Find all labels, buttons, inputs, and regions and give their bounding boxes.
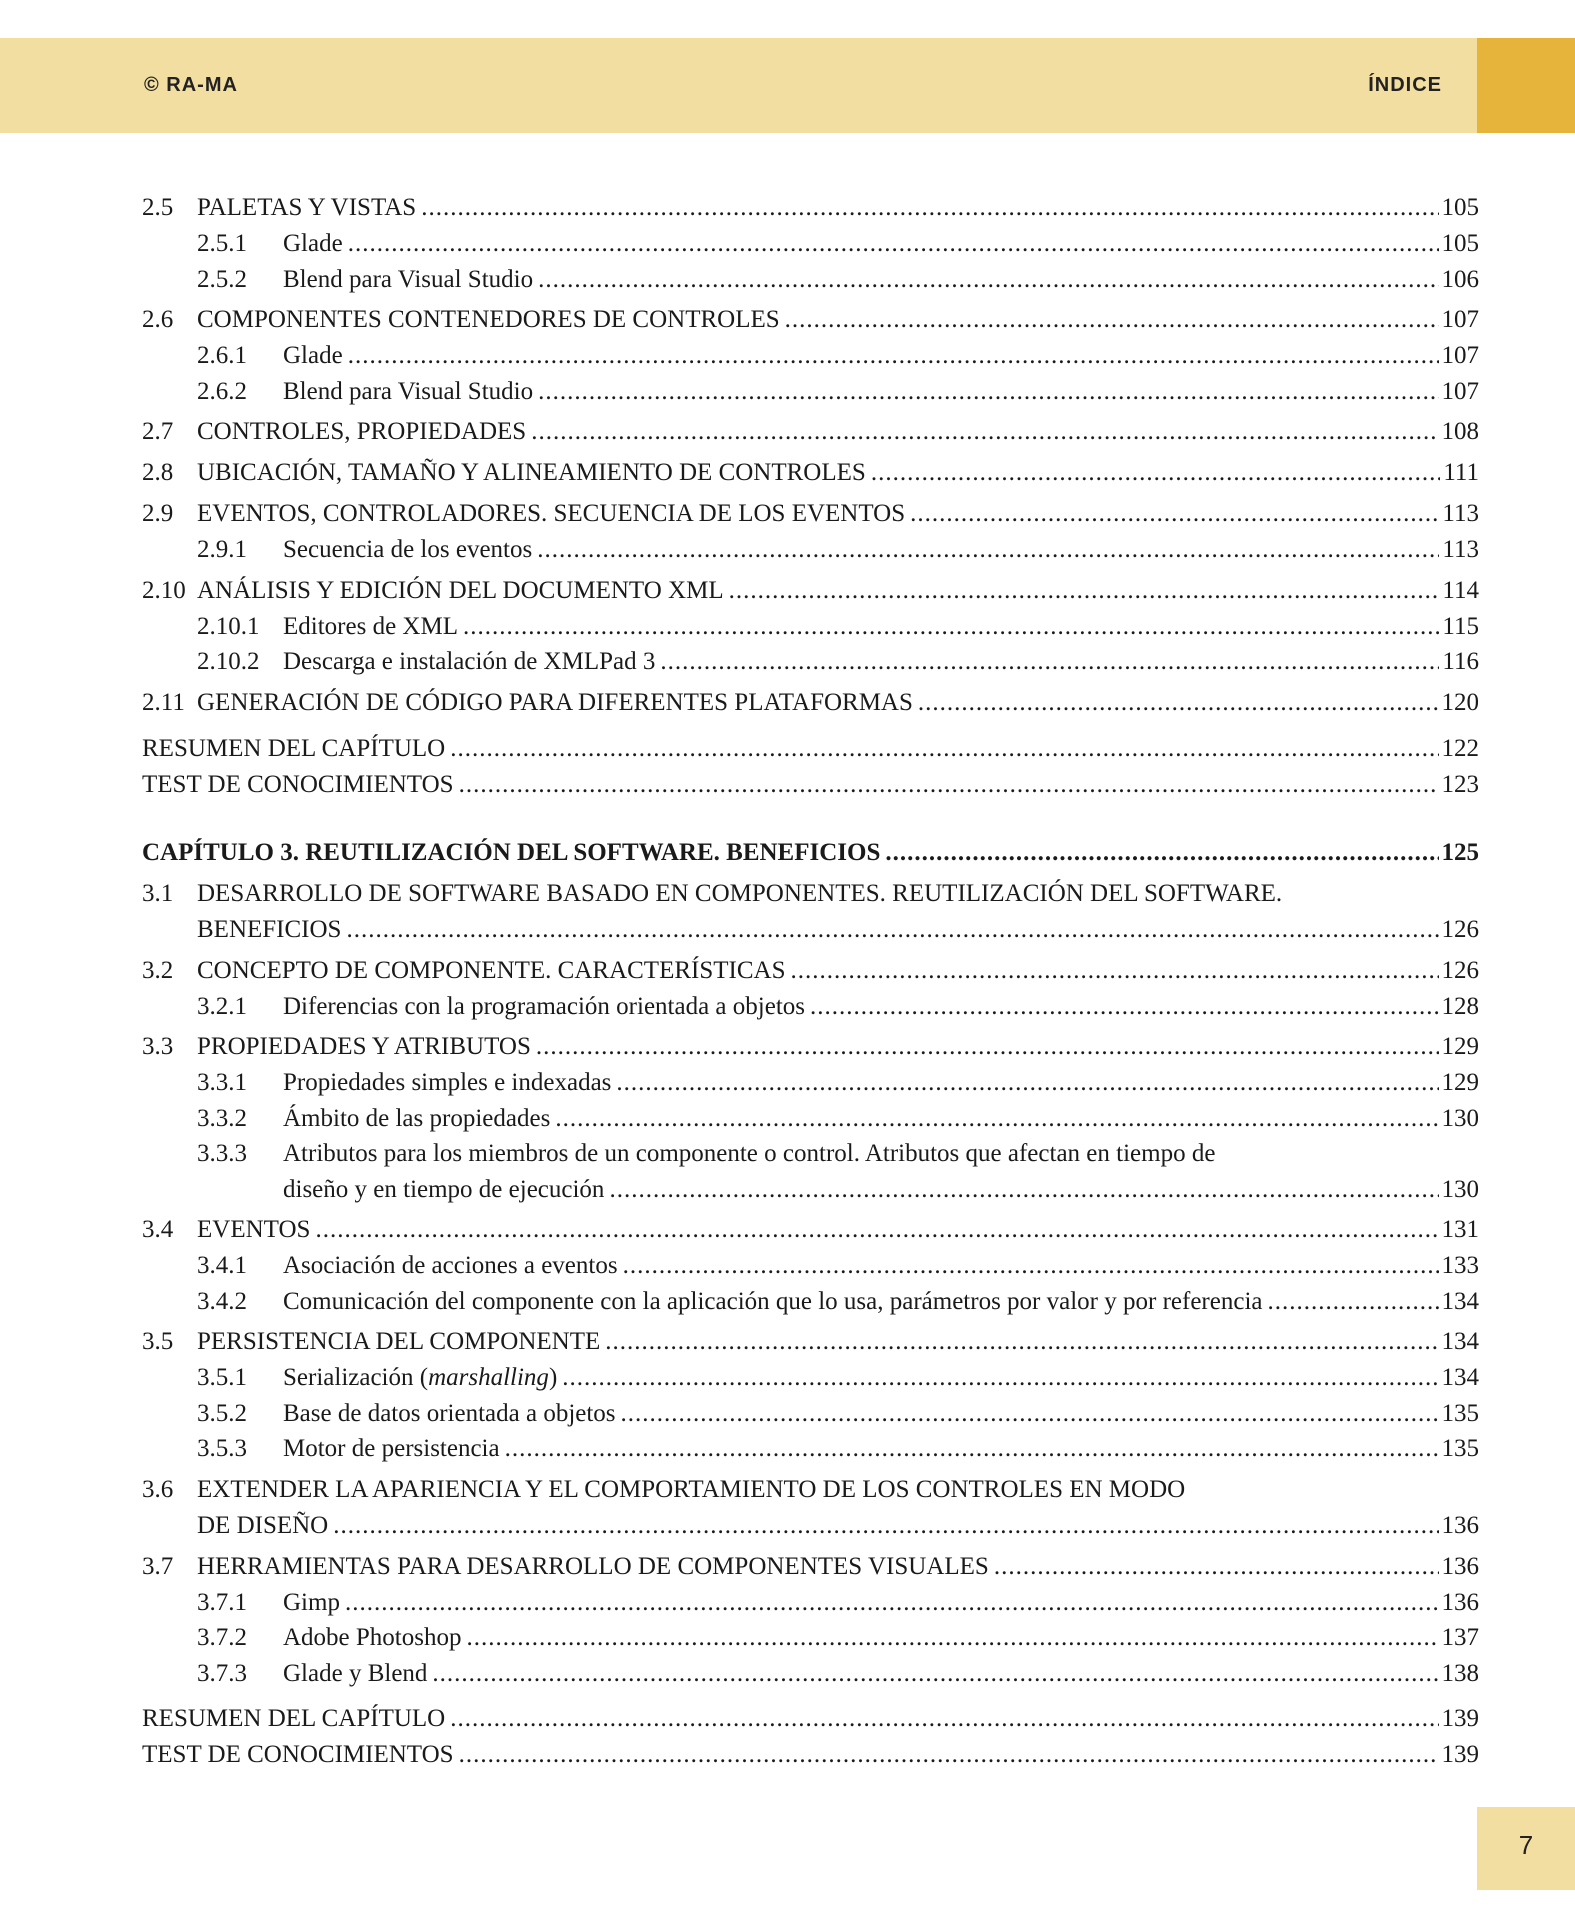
toc-entry[interactable] (142, 374, 1479, 410)
dot-leader (348, 338, 1439, 374)
toc-line (283, 374, 1479, 410)
dot-leader (537, 532, 1439, 568)
toc-entry-continuation[interactable] (142, 1172, 1479, 1208)
toc-line (197, 302, 1479, 338)
toc-line (283, 1284, 1479, 1320)
toc-page-number: 122 (1441, 734, 1479, 762)
toc-title: Gimp (283, 1588, 340, 1616)
toc-page-number: 120 (1441, 688, 1479, 716)
toc-line (283, 989, 1479, 1025)
toc-line (197, 1212, 1479, 1248)
toc-page-number: 130 (1441, 1104, 1479, 1132)
toc-title: CONTROLES, PROPIEDADES (197, 418, 527, 445)
toc-page-number: 134 (1441, 1287, 1479, 1315)
toc-title: Descarga e instalación de XMLPad 3 (283, 648, 656, 675)
toc-line (142, 835, 1479, 871)
toc-number: 2.6 (142, 306, 174, 333)
toc-number: 2.5 (142, 194, 174, 221)
toc-title: RESUMEN DEL CAPÍTULO (142, 1705, 446, 1732)
toc-line (197, 1029, 1479, 1065)
dot-leader (660, 644, 1439, 680)
toc-page-number: 136 (1441, 1552, 1479, 1580)
dot-leader (621, 1396, 1439, 1432)
toc-number: 2.5.1 (197, 230, 247, 257)
toc-entry[interactable] (142, 609, 1479, 645)
toc-page-number: 111 (1443, 459, 1479, 486)
toc-page-number: 107 (1441, 377, 1479, 405)
toc-line (142, 767, 1479, 803)
toc-page-number: 131 (1441, 1216, 1479, 1243)
toc-page-number: 135 (1441, 1435, 1479, 1462)
toc-entry-continuation[interactable] (142, 1508, 1479, 1544)
page-number: 7 (1518, 1830, 1534, 1860)
toc-title: Glade (283, 342, 343, 369)
toc-line (197, 953, 1479, 989)
toc-line (197, 1508, 1479, 1544)
toc-title: Diferencias con la programación orientada a objetos (283, 992, 805, 1020)
toc-title: CONCEPTO DE COMPONENTE. CARACTERÍSTICAS (197, 956, 786, 984)
toc-page-number: 116 (1442, 648, 1479, 675)
toc-line (283, 1172, 1479, 1208)
toc-title: Base de datos orientada a objetos (283, 1399, 616, 1427)
toc-entry[interactable] (142, 1737, 1479, 1773)
toc-line (283, 609, 1479, 645)
dot-leader (538, 374, 1438, 410)
dot-leader (785, 302, 1439, 338)
dot-leader (348, 226, 1439, 262)
dot-leader (315, 1212, 1438, 1248)
toc-line (283, 1101, 1479, 1137)
toc-page-number: 105 (1441, 194, 1479, 221)
toc-page-number: 134 (1441, 1328, 1479, 1355)
toc-entry[interactable] (142, 190, 1479, 226)
dot-leader (918, 685, 1439, 721)
toc-entry[interactable] (142, 1212, 1479, 1248)
toc-entry[interactable] (142, 1029, 1479, 1065)
toc-title: PERSISTENCIA DEL COMPONENTE (197, 1328, 601, 1355)
toc-entry[interactable] (142, 989, 1479, 1025)
dot-leader (538, 262, 1438, 298)
toc-title: DESARROLLO DE SOFTWARE BASADO EN COMPONENTES. REUTILIZACIÓN DEL SOFTWARE. (197, 879, 1283, 907)
toc-page-number: 113 (1442, 536, 1479, 563)
toc-number: 3.2 (142, 956, 174, 984)
toc-title: PALETAS Y VISTAS (197, 194, 417, 221)
toc-page-number: 126 (1441, 915, 1479, 943)
toc-title: Glade y Blend (283, 1659, 428, 1687)
dot-leader (459, 767, 1439, 803)
toc-page-number: 113 (1442, 500, 1479, 527)
toc-page-number: 108 (1441, 418, 1479, 445)
dot-leader (463, 609, 1439, 645)
toc-number: 2.10.1 (197, 612, 260, 640)
toc-entry[interactable] (142, 1431, 1479, 1467)
toc-entry[interactable] (142, 1701, 1479, 1737)
toc-page-number: 129 (1441, 1069, 1479, 1096)
toc-number: 2.10 (142, 576, 186, 604)
toc-title: Editores de XML (283, 612, 458, 640)
toc-line (197, 1549, 1479, 1585)
toc-page-number: 136 (1441, 1511, 1479, 1539)
publisher-label: © RA-MA (144, 74, 238, 96)
dot-leader (1267, 1284, 1438, 1320)
toc-spacer (142, 803, 1479, 835)
toc-line (283, 1248, 1479, 1284)
toc-title: Blend para Visual Studio (283, 265, 534, 293)
toc-title: COMPONENTES CONTENEDORES DE CONTROLES (197, 306, 780, 333)
toc-number: 2.10.2 (197, 648, 260, 675)
dot-leader (432, 1656, 1438, 1692)
toc-entry[interactable] (142, 1065, 1479, 1101)
toc-number: 2.9 (142, 500, 174, 527)
dot-leader (790, 953, 1438, 989)
toc-entry[interactable] (142, 1396, 1479, 1432)
toc-entry[interactable] (142, 767, 1479, 803)
toc-title: Serialización (marshalling) (283, 1364, 558, 1391)
toc-number: 3.7.2 (197, 1624, 247, 1651)
toc-page-number: 138 (1441, 1659, 1479, 1687)
toc-number: 3.3.1 (197, 1069, 247, 1096)
toc-number: 3.7.3 (197, 1659, 247, 1687)
toc-entry[interactable] (142, 644, 1479, 680)
toc-page-number: 114 (1442, 576, 1479, 604)
toc-title: PROPIEDADES Y ATRIBUTOS (197, 1033, 531, 1060)
toc-number: 3.3 (142, 1033, 174, 1060)
toc-entry[interactable] (142, 1360, 1479, 1396)
toc-title: Glade (283, 230, 343, 257)
toc-number: 3.5.1 (197, 1364, 247, 1391)
dot-leader (605, 1324, 1438, 1360)
toc-number: 3.3.2 (197, 1104, 247, 1132)
toc-title: Comunicación del componente con la aplicación que lo usa, parámetros por valor y por referencia (283, 1287, 1263, 1315)
toc-title: RESUMEN DEL CAPÍTULO (142, 734, 446, 762)
dot-leader (345, 1585, 1439, 1621)
toc-entry[interactable] (142, 338, 1479, 374)
toc-line (283, 262, 1479, 298)
toc-title: DE DISEÑO (197, 1511, 329, 1539)
dot-leader (333, 1508, 1438, 1544)
toc-line (197, 685, 1479, 721)
toc-title: Blend para Visual Studio (283, 377, 534, 405)
toc-title: TEST DE CONOCIMIENTOS (142, 770, 454, 798)
toc-title: Motor de persistencia (283, 1435, 500, 1462)
toc-number: 2.6.2 (197, 377, 247, 405)
toc-entry[interactable] (142, 1284, 1479, 1320)
toc-page-number: 129 (1441, 1033, 1479, 1060)
toc-title: EVENTOS, CONTROLADORES. SECUENCIA DE LOS EVENTOS (197, 500, 906, 527)
dot-leader (466, 1620, 1438, 1656)
toc-entry-continuation[interactable] (142, 912, 1479, 948)
toc-line (197, 455, 1479, 491)
toc-line (283, 1360, 1479, 1396)
toc-spacer (142, 1691, 1479, 1701)
toc-entry[interactable] (142, 455, 1479, 491)
toc-title: Propiedades simples e indexadas (283, 1069, 612, 1096)
toc-entry[interactable] (142, 1620, 1479, 1656)
toc-number: 2.5.2 (197, 265, 247, 293)
toc-entry[interactable] (142, 1248, 1479, 1284)
toc-page-number: 130 (1441, 1175, 1479, 1203)
toc-number: 2.8 (142, 459, 174, 486)
dot-leader (459, 1737, 1439, 1773)
toc-number: 2.9.1 (197, 536, 247, 563)
toc-line (197, 573, 1479, 609)
toc-title: BENEFICIOS (197, 915, 342, 943)
toc-entry[interactable] (142, 953, 1479, 989)
section-label: ÍNDICE (1368, 74, 1442, 96)
toc-entry[interactable] (142, 1101, 1479, 1137)
toc-page-number: 126 (1441, 956, 1479, 984)
toc-entry[interactable] (142, 414, 1479, 450)
dot-leader (885, 835, 1438, 871)
toc-line (283, 1656, 1479, 1692)
toc-entry[interactable] (142, 532, 1479, 568)
toc-number: 3.4.1 (197, 1252, 247, 1279)
dot-leader (910, 496, 1439, 532)
toc-entry[interactable] (142, 1472, 1479, 1508)
toc-title: TEST DE CONOCIMIENTOS (142, 1741, 454, 1768)
toc-entry[interactable] (142, 496, 1479, 532)
toc-line (283, 532, 1479, 568)
toc-line (142, 1701, 1479, 1737)
toc-line (197, 912, 1479, 948)
toc-entry[interactable] (142, 731, 1479, 767)
toc-entry[interactable] (142, 876, 1479, 912)
toc-number: 3.4.2 (197, 1287, 247, 1315)
toc-page-number: 139 (1441, 1741, 1479, 1768)
toc-page-number: 107 (1441, 306, 1479, 333)
toc-page-number: 128 (1441, 992, 1479, 1020)
toc-number: 3.5.2 (197, 1399, 247, 1427)
toc-page-number: 135 (1441, 1399, 1479, 1427)
dot-leader (531, 414, 1438, 450)
toc-page-number: 136 (1441, 1588, 1479, 1616)
dot-leader (450, 1701, 1438, 1737)
toc-number: 3.1 (142, 879, 174, 907)
toc-title: Ámbito de las propiedades (283, 1104, 551, 1132)
toc-line (197, 414, 1479, 450)
toc-title: Atributos para los miembros de un componente o control. Atributos que afectan en tiempo de (283, 1140, 1216, 1167)
toc-entry[interactable] (142, 226, 1479, 262)
toc-line (283, 1431, 1479, 1467)
toc-page-number: 106 (1441, 265, 1479, 293)
toc-line (283, 644, 1479, 680)
toc-number: 3.5.3 (197, 1435, 247, 1462)
toc-entry[interactable] (142, 1549, 1479, 1585)
toc-number: 3.4 (142, 1216, 174, 1243)
toc-line (283, 338, 1479, 374)
toc-entry[interactable] (142, 573, 1479, 609)
toc-entry[interactable] (142, 262, 1479, 298)
dot-leader (616, 1065, 1438, 1101)
toc-page-number: 139 (1441, 1705, 1479, 1732)
toc-entry[interactable] (142, 1585, 1479, 1621)
dot-leader (871, 455, 1441, 491)
toc-title: Secuencia de los eventos (283, 536, 533, 563)
dot-leader (994, 1549, 1439, 1585)
dot-leader (450, 731, 1438, 767)
toc-line (197, 1324, 1479, 1360)
toc-page-number: 133 (1441, 1252, 1479, 1279)
toc-page-number: 134 (1441, 1364, 1479, 1391)
dot-leader (421, 190, 1438, 226)
toc-title: GENERACIÓN DE CÓDIGO PARA DIFERENTES PLATAFORMAS (197, 688, 913, 716)
toc-number: 2.6.1 (197, 342, 247, 369)
toc-page-number: 107 (1441, 342, 1479, 369)
toc-number: 3.7.1 (197, 1588, 247, 1616)
toc-number: 2.11 (142, 688, 185, 716)
toc-entry[interactable] (142, 302, 1479, 338)
dot-leader (555, 1101, 1438, 1137)
dot-leader (536, 1029, 1439, 1065)
toc-title: UBICACIÓN, TAMAÑO Y ALINEAMIENTO DE CONTROLES (197, 459, 866, 486)
toc-page-number: 115 (1442, 612, 1479, 640)
toc-number: 2.7 (142, 418, 174, 445)
toc-number: 3.3.3 (197, 1140, 247, 1167)
dot-leader (623, 1248, 1439, 1284)
toc-line (283, 226, 1479, 262)
toc-line (283, 1620, 1479, 1656)
dot-leader (346, 912, 1438, 948)
dot-leader (609, 1172, 1438, 1208)
toc-number: 3.7 (142, 1552, 174, 1580)
dot-leader (505, 1431, 1439, 1467)
toc-title: EXTENDER LA APARIENCIA Y EL COMPORTAMIENTO DE LOS CONTROLES EN MODO (197, 1475, 1186, 1503)
toc-title: CAPÍTULO 3. REUTILIZACIÓN DEL SOFTWARE. BENEFICIOS (142, 838, 881, 866)
toc-line (142, 731, 1479, 767)
toc-line (142, 1737, 1479, 1773)
toc-line (197, 190, 1479, 226)
toc-entry[interactable] (142, 1656, 1479, 1692)
toc-line (197, 496, 1479, 532)
toc-title: Asociación de acciones a eventos (283, 1252, 618, 1279)
toc-title: EVENTOS (197, 1216, 311, 1243)
toc-spacer (142, 721, 1479, 731)
toc-number: 3.2.1 (197, 992, 247, 1020)
dot-leader (562, 1360, 1438, 1396)
toc-number: 3.5 (142, 1328, 174, 1355)
toc-page-number: 137 (1441, 1624, 1479, 1651)
toc-page-number: 125 (1441, 838, 1479, 866)
toc-page-number: 105 (1441, 230, 1479, 257)
toc-entry[interactable] (142, 685, 1479, 721)
dot-leader (729, 573, 1440, 609)
toc-entry[interactable] (142, 1136, 1479, 1172)
toc-page-number: 123 (1441, 770, 1479, 798)
toc-line (283, 1585, 1479, 1621)
toc-entry[interactable] (142, 835, 1479, 871)
table-of-contents (142, 190, 1479, 1773)
dot-leader (810, 989, 1439, 1025)
toc-line (283, 1065, 1479, 1101)
header-tab (1477, 38, 1575, 133)
toc-number: 3.6 (142, 1475, 174, 1503)
toc-title: Adobe Photoshop (283, 1624, 462, 1651)
toc-title: HERRAMIENTAS PARA DESARROLLO DE COMPONENTES VISUALES (197, 1552, 989, 1580)
toc-title: ANÁLISIS Y EDICIÓN DEL DOCUMENTO XML (197, 576, 724, 604)
toc-line (283, 1396, 1479, 1432)
toc-title: diseño y en tiempo de ejecución (283, 1175, 605, 1203)
toc-entry[interactable] (142, 1324, 1479, 1360)
